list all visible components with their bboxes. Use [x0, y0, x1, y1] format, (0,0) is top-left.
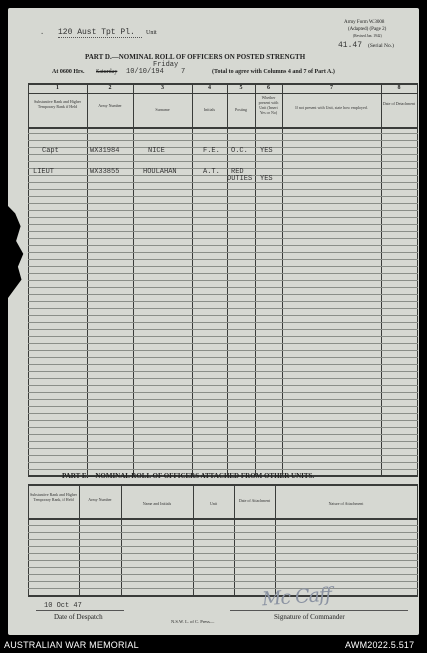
row-1-posting: O.C. — [231, 147, 248, 155]
ruled-line — [28, 294, 418, 295]
part-d-table — [28, 83, 418, 476]
col-head-initials: Initials — [203, 107, 216, 112]
year-typed: 7 — [181, 68, 186, 76]
ruled-line — [28, 385, 418, 386]
ruled-line — [28, 434, 418, 435]
ruled-line — [28, 168, 418, 169]
form-sheet — [8, 8, 419, 635]
ruled-line — [28, 350, 418, 351]
col-head-detachment: Date of Detachment — [382, 101, 416, 106]
commander-signature: Mc Caff — [261, 583, 332, 611]
ruled-line — [28, 182, 418, 183]
ruled-line — [28, 252, 418, 253]
ruled-line — [28, 343, 418, 344]
serial-label: (Serial No.) — [368, 43, 394, 49]
ruled-line — [28, 308, 418, 309]
ruled-line — [28, 371, 418, 372]
col-head-army-number: Army Number — [98, 103, 122, 108]
ruled-line — [28, 532, 418, 533]
unit-label: Unit — [146, 30, 157, 36]
col-num-7: 7 — [330, 85, 333, 91]
row-2-present: YES — [260, 175, 273, 183]
ruled-line — [28, 175, 418, 176]
col-head-posting: Posting — [234, 107, 247, 112]
col-head-employed: If not present with Unit, state how employed. — [295, 105, 368, 110]
day-typed: Friday — [153, 61, 179, 69]
row-2-posting-cont: DUTIES — [227, 175, 253, 183]
ruled-line — [28, 336, 418, 337]
row-2-rank: LIEUT — [33, 168, 55, 176]
unit-prefix-dots: . — [40, 29, 45, 37]
ruled-line — [28, 420, 418, 421]
despatch-label: Date of Despatch — [54, 613, 103, 621]
row-2-surname: HOULAHAN — [143, 168, 177, 176]
ruled-line — [28, 154, 418, 155]
ruled-line — [28, 525, 418, 526]
ruled-line — [28, 364, 418, 365]
ruled-line — [28, 539, 418, 540]
ruled-line — [28, 273, 418, 274]
row-1-rank: Capt — [42, 147, 59, 155]
despatch-date-typed: 10 Oct 47 — [44, 602, 82, 610]
ruled-line — [28, 462, 418, 463]
col-head-present: Whether present with Unit (Insert Yes or No) — [258, 95, 279, 115]
ruled-line — [28, 287, 418, 288]
part-e-title: PART E.—NOMINAL ROLL OF OFFICERS ATTACHED FROM OTHER UNITS. — [62, 472, 315, 480]
day-printed: Saturday — [96, 69, 118, 75]
ruled-line — [28, 581, 418, 582]
ruled-line — [28, 427, 418, 428]
row-1-initials: F.E. — [203, 147, 220, 155]
ruled-line — [28, 322, 418, 323]
ruled-line — [28, 245, 418, 246]
part-d-suffix: (Total to agree with Columns 4 and 7 of Part A.) — [212, 69, 335, 75]
row-1-surname: NICE — [148, 147, 165, 155]
ruled-line — [28, 238, 418, 239]
col-num-5: 5 — [239, 85, 243, 91]
col-num-6: 6 — [267, 85, 270, 91]
despatch-line — [36, 610, 124, 611]
ruled-line — [28, 203, 418, 204]
form-line-3: (Revised Jan. 1942) — [353, 34, 382, 38]
ruled-line — [28, 217, 418, 218]
ruled-line — [28, 392, 418, 393]
at-prefix: At 0600 Hrs. — [52, 69, 85, 75]
col-num-1: 1 — [56, 85, 59, 91]
col-head-surname: Surname — [155, 107, 170, 112]
caption-right: AWM2022.5.517 — [345, 640, 415, 650]
printer-imprint: N.S.W. L. of C. Press— — [171, 619, 215, 624]
ruled-line — [28, 266, 418, 267]
ruled-line — [28, 448, 418, 449]
ruled-line — [28, 210, 418, 211]
ruled-line — [28, 567, 418, 568]
e-col-head-rank: Substantive Rank and Higher Temporary Rank, if Held — [30, 492, 77, 502]
ruled-line — [28, 546, 418, 547]
col-num-2: 2 — [108, 85, 112, 91]
ruled-line — [28, 224, 418, 225]
ruled-line — [28, 147, 418, 148]
caption-left: AUSTRALIAN WAR MEMORIAL — [4, 640, 139, 650]
ruled-line — [28, 378, 418, 379]
part-e-table — [28, 484, 418, 596]
row-1-present: YES — [260, 147, 273, 155]
form-line-1: Army Form W.3008 — [344, 20, 385, 25]
serial-typed: 41.47 — [338, 41, 363, 50]
col-num-3: 3 — [161, 85, 164, 91]
date-typed: 10/10/194 — [126, 68, 164, 76]
ruled-line — [28, 560, 418, 561]
ruled-line — [28, 399, 418, 400]
ruled-line — [28, 140, 418, 141]
ruled-line — [28, 406, 418, 407]
unit-typed: 120 Aust Tpt Pl. — [58, 28, 142, 38]
ruled-line — [28, 469, 418, 470]
row-2-posting: RED — [231, 168, 244, 176]
e-col-head-nature: Nature of Attachment — [328, 501, 364, 506]
row-2-initials: A.T. — [203, 168, 220, 176]
ruled-line — [28, 553, 418, 554]
ruled-line — [28, 588, 418, 589]
ruled-line — [28, 161, 418, 162]
ruled-line — [28, 280, 418, 281]
ruled-line — [28, 133, 418, 134]
e-col-head-unit: Unit — [209, 501, 218, 506]
ruled-line — [28, 357, 418, 358]
row-1-number: WX31984 — [90, 147, 120, 155]
col-num-8: 8 — [397, 85, 401, 91]
col-head-rank: Substantive Rank and Higher Temporary Rank if Held — [34, 99, 81, 109]
ruled-line — [28, 259, 418, 260]
ruled-line — [28, 231, 418, 232]
ruled-line — [28, 574, 418, 575]
e-col-head-name: Name and Initials — [142, 501, 172, 506]
part-d-title: PART D.—NOMINAL ROLL OF OFFICERS ON POSTED STRENGTH — [85, 53, 306, 61]
ruled-line — [28, 196, 418, 197]
col-num-4: 4 — [208, 85, 211, 91]
e-col-head-date: Date of Attachment — [238, 498, 271, 503]
e-col-head-army-number: Army Number — [88, 497, 112, 502]
ruled-line — [28, 301, 418, 302]
ruled-line — [28, 455, 418, 456]
ruled-line — [28, 329, 418, 330]
row-2-number: WX33855 — [90, 168, 120, 176]
form-line-2: (Adapted) (Page 2) — [348, 27, 387, 32]
ruled-line — [28, 189, 418, 190]
ruled-line — [28, 441, 418, 442]
signature-line — [230, 610, 408, 611]
torn-edge — [8, 206, 26, 298]
ruled-line — [28, 315, 418, 316]
signature-label: Signature of Commander — [274, 613, 345, 621]
ruled-line — [28, 413, 418, 414]
